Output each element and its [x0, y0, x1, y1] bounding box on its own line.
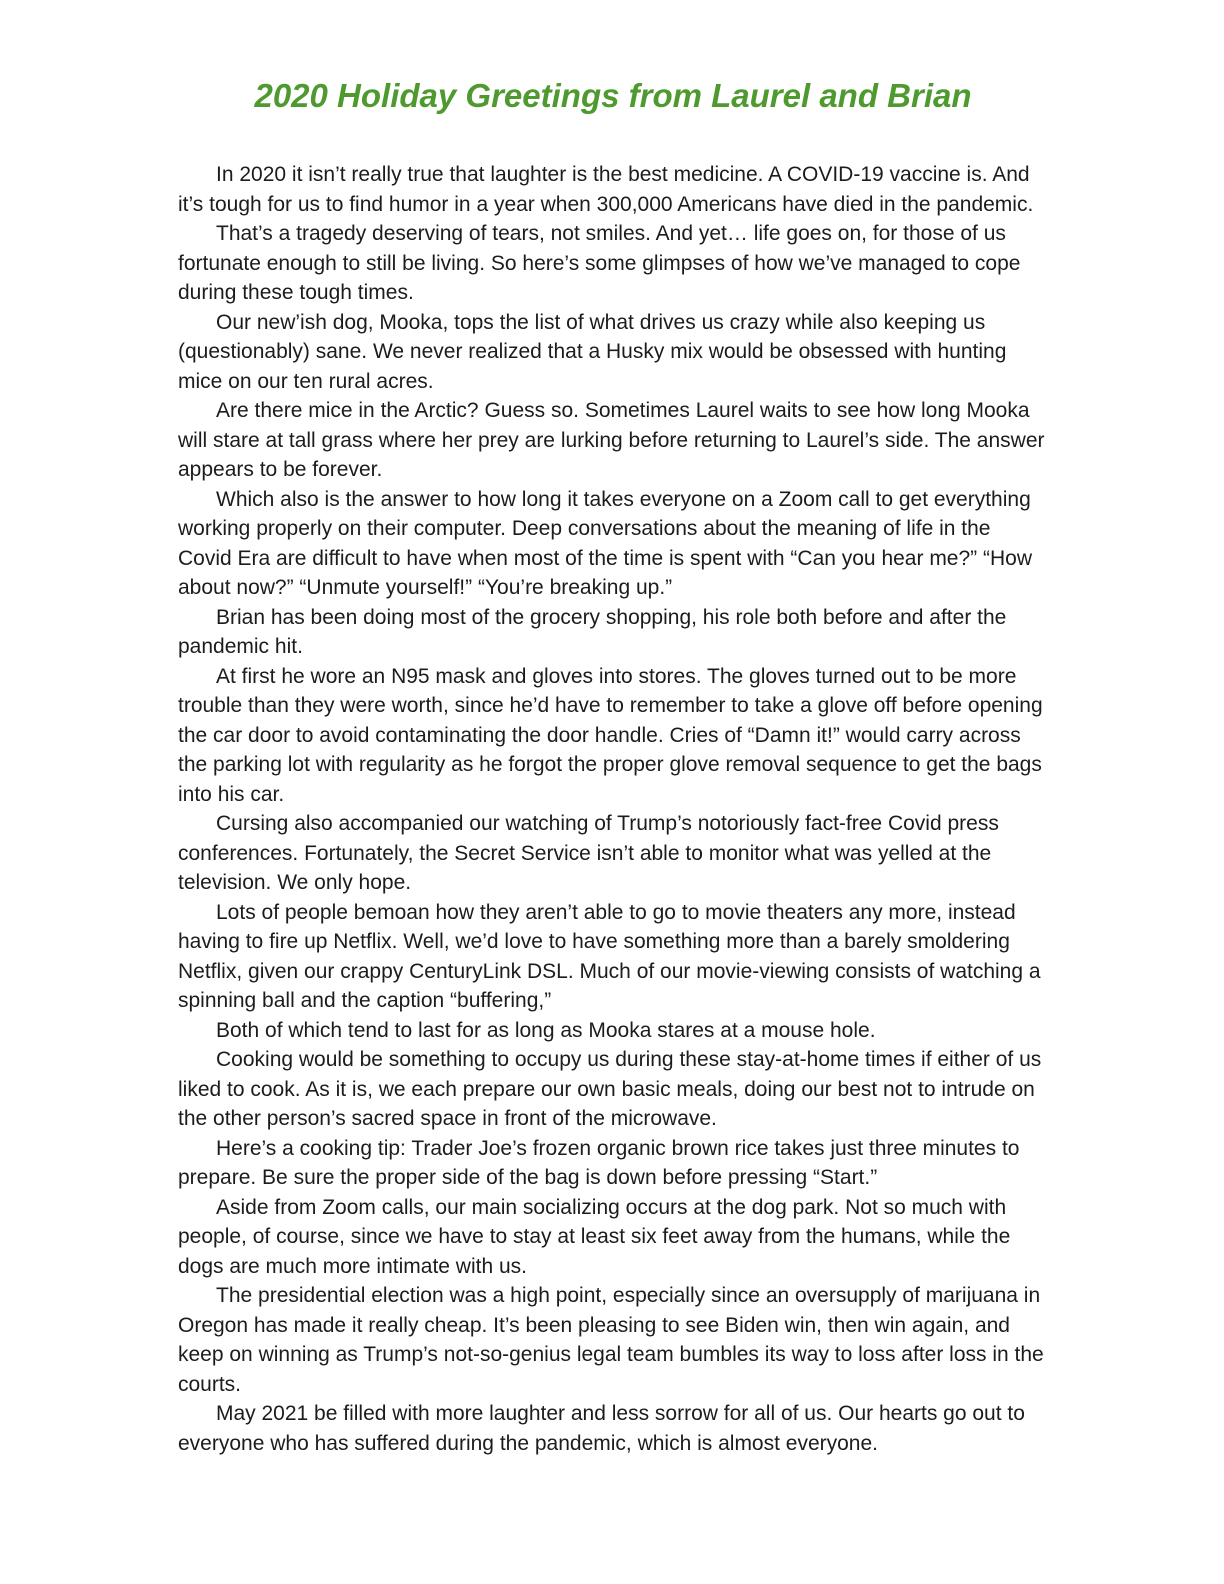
letter-title: 2020 Holiday Greetings from Laurel and Brian	[254, 77, 972, 114]
letter-paragraph: Are there mice in the Arctic? Guess so. Sometimes Laurel waits to see how long Mooka will stare at tall grass where her prey are lurking before returning to Laurel’s side. The answer appears to be forever.	[178, 399, 1045, 481]
letter-paragraph: Brian has been doing most of the grocery shopping, his role both before and after the pandemic hit.	[178, 605, 1007, 658]
letter-paragraph: Lots of people bemoan how they aren’t able to go to movie theaters any more, instead having to fire up Netflix. Well, we’d love to have something more than a barely smoldering Netflix, given our crappy CenturyLink DSL. Much of our movie-viewing consists of watching a spinning ball and the caption “buffering,”	[178, 900, 1041, 1012]
letter-paragraph: May 2021 be filled with more laughter and less sorrow for all of us. Our hearts go out to everyone who has suffered during the pandemic, which is almost everyone.	[178, 1402, 1025, 1455]
letter-paragraph: Cooking would be something to occupy us during these stay-at-home times if either of us liked to cook. As it is, we each prepare our own basic meals, doing our best not to intrude on the other person’s sacred space in front of the microwave.	[178, 1048, 1042, 1130]
letter-paragraph: At first he wore an N95 mask and gloves into stores. The gloves turned out to be more trouble than they were worth, since he’d have to remember to take a glove off before opening the car door to avoid contaminating the door handle. Cries of “Damn it!” would carry across the parking lot with regularity as he forgot the proper glove removal sequence to get the bags into his car.	[178, 664, 1043, 806]
letter-paragraph: Aside from Zoom calls, our main socializing occurs at the dog park. Not so much with people, of course, since we have to stay at least six feet away from the humans, while the dogs are much more intimate with us.	[178, 1195, 1011, 1278]
letter-paragraph: Which also is the answer to how long it takes everyone on a Zoom call to get everything working properly on their computer. Deep conversations about the meaning of life in the Covid Era are difficult to have when most of the time is spent with “Can you hear me?” “How about now?” “Unmute yourself!” “You’re breaking up.”	[178, 487, 1032, 599]
letter-body	[178, 160, 1048, 1458]
letter-paragraph: Both of which tend to last for as long as Mooka stares at a mouse hole.	[216, 1018, 876, 1042]
letter-paragraph: The presidential election was a high point, especially since an oversupply of marijuana in Oregon has made it really cheap. It’s been pleasing to see Biden win, then win again, and keep on winning as Trump’s not-so-genius legal team bumbles its way to loss after loss in the courts.	[178, 1284, 1044, 1396]
letter-paragraph: Cursing also accompanied our watching of Trump’s notoriously fact-free Covid press conferences. Fortunately, the Secret Service isn’t able to monitor what was yelled at the television. We only hope.	[178, 812, 999, 894]
letter-paragraph: Here’s a cooking tip: Trader Joe’s frozen organic brown rice takes just three minutes to prepare. Be sure the proper side of the bag is down before pressing “Start.”	[178, 1136, 1020, 1189]
letter-paragraph: Our new’ish dog, Mooka, tops the list of what drives us crazy while also keeping us (questionably) sane. We never realized that a Husky mix would be obsessed with hunting mice on our ten rural acres.	[178, 310, 1007, 393]
letter-paragraph: In 2020 it isn’t really true that laughter is the best medicine. A COVID-19 vaccine is. And it’s tough for us to find humor in a year when 300,000 Americans have died in the pandemic.	[178, 163, 1034, 216]
letter-paragraph: That’s a tragedy deserving of tears, not smiles. And yet… life goes on, for those of us fortunate enough to still be living. So here’s some glimpses of how we’ve managed to cope during these tough times.	[178, 222, 1021, 304]
